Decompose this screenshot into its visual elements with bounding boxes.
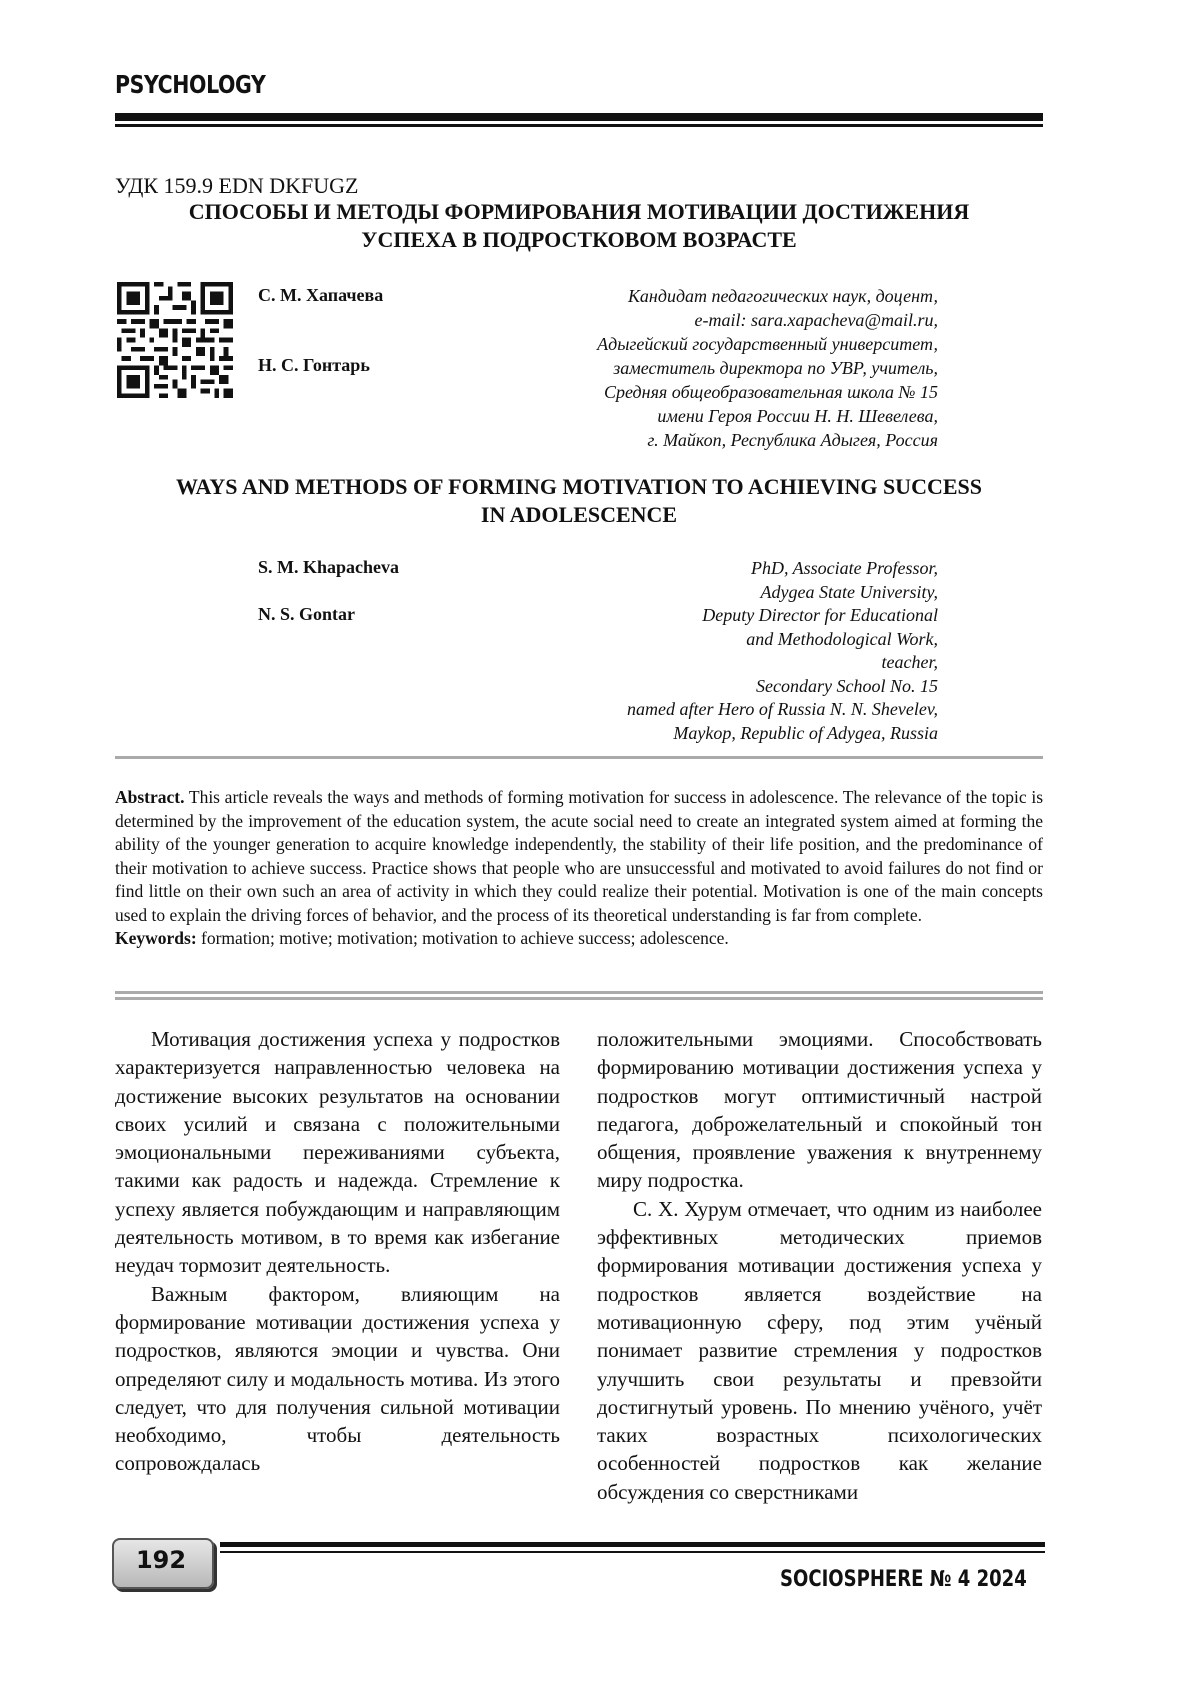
title-en-line: WAYS AND METHODS OF FORMING MOTIVATION TO ACHIEVING SUCCESS xyxy=(175,474,982,499)
affiliation-ru xyxy=(597,284,938,452)
keywords-label: Keywords: xyxy=(115,928,197,948)
author-en-1: S. M. Khapacheva xyxy=(258,557,400,577)
affiliation-line: Deputy Director for Educational xyxy=(702,605,938,625)
affiliation-line: заместитель директора по УВР, учитель, xyxy=(613,358,938,378)
title-ru-line: УСПЕХА В ПОДРОСТКОВОМ ВОЗРАСТЕ xyxy=(361,227,797,252)
author-en-2: N. S. Gontar xyxy=(258,604,356,624)
author-ru-1: С. М. Хапачева xyxy=(258,285,384,305)
title-ru-line: СПОСОБЫ И МЕТОДЫ ФОРМИРОВАНИЯ МОТИВАЦИИ ДОСТИЖЕНИЯ xyxy=(188,199,970,224)
affiliation-line: teacher, xyxy=(881,652,938,672)
abstract xyxy=(115,786,1043,951)
title-ru xyxy=(115,198,1043,254)
affiliation-line: PhD, Associate Professor, xyxy=(751,558,938,578)
affiliation-line: имени Героя России Н. Н. Шевелева, xyxy=(657,406,938,426)
affiliation-line: and Methodological Work, xyxy=(746,628,938,649)
affiliation-line: Адыгейский государственный университет, xyxy=(597,334,938,354)
title-en-line: IN ADOLESCENCE xyxy=(480,502,678,527)
journal-name: SOCIOSPHERE № 4 2024 xyxy=(780,1567,1027,1592)
affiliation-line: Maykop, Republic of Adygea, Russia xyxy=(673,722,938,743)
affiliation-line: named after Hero of Russia N. N. Shevelev, xyxy=(627,699,938,719)
body-paragraph: С. Х. Хурум отмечает, что одним из наиболее эффективных методических приемов формирования мотивации достижения успеха у подростков является воздействие на мотивационную сферу, под этим учёный понимает развитие стремления у подростков улучшить свои результаты и превзойти достигнутый уровень. По мнению учёного, учёт таких возрастных психологических особенностей подростков как желание обсуждения со сверстниками xyxy=(597,1196,1042,1504)
affiliation-en xyxy=(627,557,938,745)
section-title: PSYCHOLOGY xyxy=(115,70,266,99)
abstract-text: This article reveals the ways and methods of forming motivation for success in adolescence. The relevance of the topic is determined by the improvement of the education system, the acute social need to create an integrated system aimed at forming the ability of the younger generation to acquire knowledge independently, the stability of their life position, and the predominance of their motivation to achieve success. Practice shows that people who are unsuccessful and motivated to avoid failures do not find or find little on their own such an area of activity in which they could realize their potential. Motivation is one of the main concepts used to explain the driving forces of behavior, and the process of its theoretical understanding is far from complete. xyxy=(115,787,1043,925)
affiliation-line: Adygea State University, xyxy=(760,581,938,602)
footer-rule-thin xyxy=(220,1551,1045,1553)
abstract-rule-bottom-1 xyxy=(115,991,1043,994)
page-number: 192 xyxy=(135,1546,187,1574)
body-column-left xyxy=(115,1025,560,1478)
footer-rule-thick xyxy=(220,1542,1045,1547)
body-paragraph: положительными эмоциями. Способствовать формированию мотивации достижения успеха у подростков могут оптимистичный настрой педагога, доброжелательный и спокойный тон общения, проявление уважения к внутреннему миру подростка. xyxy=(597,1027,1042,1193)
author-ru-2: Н. С. Гонтарь xyxy=(258,355,370,375)
udk-edn: УДК 159.9 EDN DKFUGZ xyxy=(115,173,359,198)
body-paragraph: Важным фактором, влияющим на формирование мотивации достижения успеха у подростков, являются эмоции и чувства. Они определяют силу и модальность мотива. Из этого следует, что для получения сильной мотивации необходимо, чтобы деятельность сопровождалась xyxy=(115,1281,560,1476)
header-rule-thin xyxy=(115,124,1043,127)
affiliation-email: e-mail: sara.xapacheva@mail.ru, xyxy=(694,310,938,330)
title-en xyxy=(115,473,1043,529)
abstract-label: Abstract. xyxy=(115,787,185,807)
abstract-rule-bottom-2 xyxy=(115,997,1043,1000)
keywords-text: formation; motive; motivation; motivation to achieve success; adolescence. xyxy=(196,928,729,948)
affiliation-line: г. Майкоп, Республика Адыгея, Россия xyxy=(647,430,938,450)
body-column-right xyxy=(597,1025,1042,1506)
affiliation-line: Secondary School No. 15 xyxy=(756,675,938,696)
qr-code xyxy=(117,282,233,398)
affiliation-line: Средняя общеобразовательная школа № 15 xyxy=(603,382,938,402)
body-paragraph: Мотивация достижения успеха у подростков характеризуется направленностью человека на достижение высоких результатов на основании своих усилий и связана с положительными эмоциональными переживаниями субъекта, такими как радость и надежда. Стремление к успеху является побуждающим и направляющим деятельность мотивом, в то время как избегание неудач тормозит деятельность. xyxy=(115,1027,560,1278)
header-rule-thick xyxy=(115,113,1043,121)
abstract-rule-top xyxy=(115,756,1043,759)
affiliation-line: Кандидат педагогических наук, доцент, xyxy=(627,286,938,306)
